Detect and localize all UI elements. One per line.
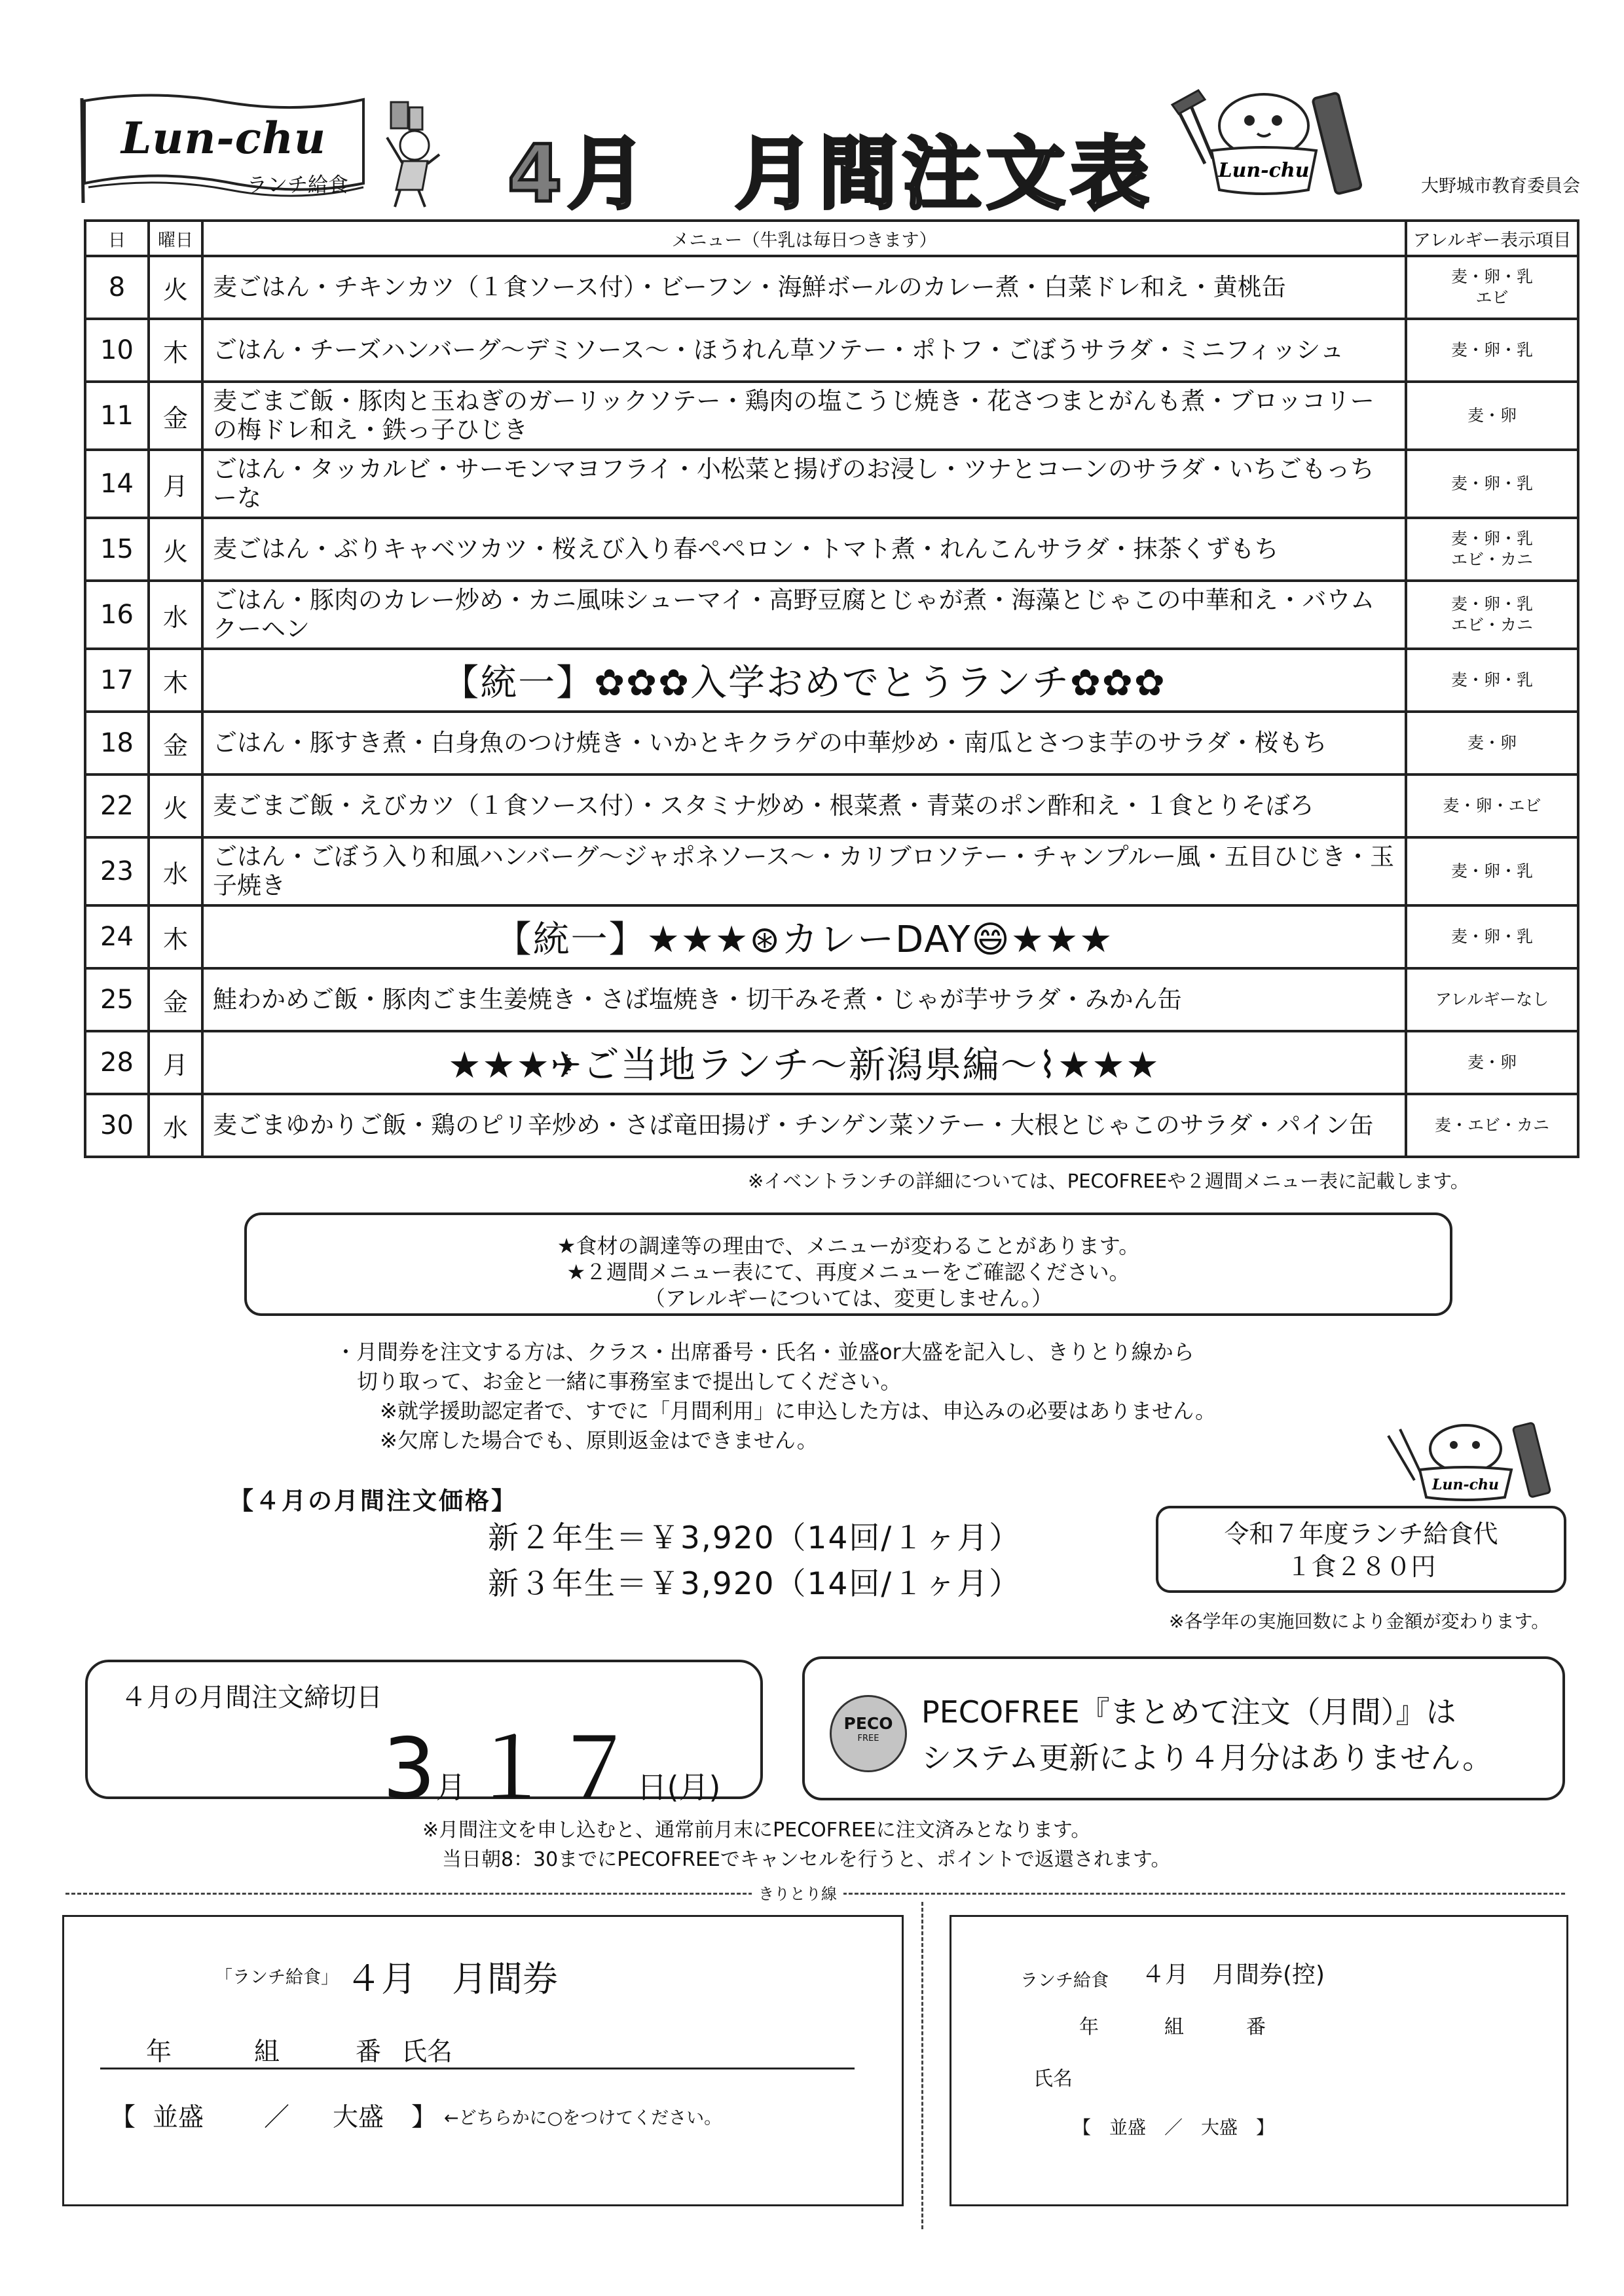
table-row <box>85 905 1578 968</box>
stub-title: ４月 月間券(控) <box>1141 1961 1325 1988</box>
stub-class-label: 組 <box>1164 2016 1184 2039</box>
menu-cell: ごはん・タッカルビ・サーモンマヨフライ・小松菜と揚げのお浸し・ツナとコーンのサラダ・いちごもっちーな <box>202 450 1406 518</box>
weekday-cell: 火 <box>149 774 202 837</box>
grade-price-note: ※各学年の実施回数により金額が変わります。 <box>1169 1611 1550 1632</box>
header-day: 日 <box>85 221 149 256</box>
header-menu: メニュー（牛乳は毎日つきます） <box>202 221 1406 256</box>
day-cell: 15 <box>85 518 149 581</box>
weekday-cell: 火 <box>149 518 202 581</box>
price-grade-2: 新２年生＝￥3,920（14回/１ヶ月） <box>488 1520 1022 1556</box>
choice-slash: ／ <box>264 2103 290 2132</box>
table-row <box>85 319 1578 382</box>
menu-cell: 麦ごまご飯・豚肉と玉ねぎのガーリックソテー・鶏肉の塩こうじ焼き・花さつまとがんも煮・ブロッコリーの梅ドレ和え・鉄っ子ひじき <box>202 382 1406 450</box>
deadline-title: ４月の月間注文締切日 <box>120 1683 382 1713</box>
menu-cell: ごはん・豚すき煮・白身魚のつけ焼き・いかとキクラゲの中華炒め・南瓜とさつま芋のサラダ・桜もち <box>202 712 1406 774</box>
pecofree-notice-box <box>802 1656 1565 1800</box>
lunch-fee-box <box>1156 1506 1566 1593</box>
event-menu-cell: 【統一】★★★⊛カレーDAY😄★★★ <box>202 905 1406 968</box>
event-menu-cell: ★★★✈ご当地ランチ～新潟県編～⌇★★★ <box>202 1031 1406 1094</box>
ticket-stub <box>950 1915 1568 2206</box>
header-allergy: アレルギー表示項目 <box>1406 221 1578 256</box>
weekday-cell: 月 <box>149 1031 202 1094</box>
event-menu-cell: 【統一】✿✿✿入学おめでとうランチ✿✿✿ <box>202 649 1406 712</box>
weekday-cell: 金 <box>149 712 202 774</box>
menu-cell: 鮭わかめご飯・豚肉ごま生姜焼き・さば塩焼き・切干みそ煮・じゃが芋サラダ・みかん缶 <box>202 968 1406 1031</box>
weekday-cell: 水 <box>149 1094 202 1157</box>
table-row <box>85 1031 1578 1094</box>
stub-year-label: 年 <box>1079 2016 1099 2039</box>
ticket-prefix: 「ランチ給食」 <box>215 1967 339 1988</box>
day-cell: 25 <box>85 968 149 1031</box>
cut-line-label: きりとり線 <box>752 1881 843 1904</box>
lunchu-mascot-icon <box>1159 85 1369 200</box>
menu-cell: 麦ごまご飯・えびカツ（１食ソース付）・スタミナ炒め・根菜煮・青菜のポン酢和え・１食とりそぼろ <box>202 774 1406 837</box>
lunchu-mascot-small-icon <box>1374 1417 1564 1503</box>
allergy-cell: 麦・卵・乳 <box>1406 649 1578 712</box>
day-cell: 10 <box>85 319 149 382</box>
order-instruction-line: ・月間券を注文する方は、クラス・出席番号・氏名・並盛or大盛を記入し、きりとり線から <box>335 1339 1194 1364</box>
allergy-cell: 麦・卵 <box>1406 1031 1578 1094</box>
monthly-menu-table <box>84 219 1579 1158</box>
choice-large[interactable]: 大盛 <box>333 2103 384 2132</box>
deadline-day-unit: 日(月) <box>637 1770 721 1805</box>
menu-table-body <box>85 256 1578 1157</box>
menu-cell: ごはん・ごぼう入り和風ハンバーグ～ジャポネソース～・カリブロソテー・チャンプルー風・五目ひじき・玉子焼き <box>202 837 1406 905</box>
allergy-cell: 麦・卵・乳 <box>1406 905 1578 968</box>
day-cell: 24 <box>85 905 149 968</box>
table-header-row <box>85 221 1578 256</box>
notice-line: ★２週間メニュー表にて、再度メニューをご確認ください。 <box>566 1260 1130 1285</box>
mascot-label: Lun-chu <box>1432 1476 1499 1493</box>
price-grade-3: 新３年生＝￥3,920（14回/１ヶ月） <box>488 1566 1022 1602</box>
notice-line: （アレルギーについては、変更しません。） <box>644 1286 1053 1311</box>
day-cell: 16 <box>85 581 149 649</box>
logo-subtitle: ランチ給食 <box>247 173 348 197</box>
stub-name-label: 氏名 <box>1033 2068 1073 2090</box>
day-cell: 23 <box>85 837 149 905</box>
pecofree-line-2: システム更新により４月分はありません。 <box>921 1740 1493 1776</box>
day-cell: 28 <box>85 1031 149 1094</box>
allergy-cell: 麦・卵・乳 <box>1406 450 1578 518</box>
weekday-cell: 金 <box>149 382 202 450</box>
page-title: 4月 月間注文表 <box>507 129 1154 220</box>
allergy-cell: 麦・エビ・カニ <box>1406 1094 1578 1157</box>
weekday-cell: 火 <box>149 256 202 319</box>
allergy-cell: 麦・卵・乳 エビ・カニ <box>1406 518 1578 581</box>
table-row <box>85 450 1578 518</box>
notice-line: ★食材の調達等の理由で、メニューが変わることがあります。 <box>557 1233 1140 1258</box>
stub-prefix: ランチ給食 <box>1020 1971 1109 1991</box>
choice-instruction: ←どちらかに○をつけてください。 <box>444 2108 722 2128</box>
pecofree-line-1: PECOFREE『まとめて注文（月間）』は <box>921 1694 1456 1730</box>
table-row <box>85 518 1578 581</box>
allergy-cell: アレルギーなし <box>1406 968 1578 1031</box>
table-row <box>85 256 1578 319</box>
table-row <box>85 968 1578 1031</box>
day-cell: 30 <box>85 1094 149 1157</box>
logo-text: Lun-chu <box>121 113 326 164</box>
allergy-cell: 麦・卵・乳 エビ・カニ <box>1406 581 1578 649</box>
ticket-class-label: 組 <box>254 2037 280 2067</box>
deadline-month: 3 <box>382 1721 436 1818</box>
ticket-number-label: 番 <box>356 2037 382 2067</box>
ticket-year-label: 年 <box>146 2037 172 2067</box>
menu-cell: 麦ごまゆかりご飯・鶏のピリ辛炒め・さば竜田揚げ・チンゲン菜ソテー・大根とじゃこのサラダ・パイン缶 <box>202 1094 1406 1157</box>
order-deadline-box <box>85 1660 763 1818</box>
weekday-cell: 金 <box>149 968 202 1031</box>
choice-regular[interactable]: 並盛 <box>153 2103 204 2132</box>
table-row <box>85 581 1578 649</box>
pecofree-order-note: ※月間注文を申し込むと、通常前月末にPECOFREEに注文済みとなります。 <box>422 1819 1091 1842</box>
child-character-icon <box>377 98 449 210</box>
deadline-date <box>382 1702 720 1822</box>
event-lunch-note: ※イベントランチの詳細については、PECOFREEや２週間メニュー表に記載します。 <box>748 1170 1469 1192</box>
menu-cell: ごはん・チーズハンバーグ～デミソース～・ほうれん草ソテー・ポトフ・ごぼうサラダ・ミニフィッシュ <box>202 319 1406 382</box>
deadline-day: １７ <box>469 1721 637 1818</box>
fee-per-meal: １食２８０円 <box>1286 1552 1436 1581</box>
table-row <box>85 382 1578 450</box>
menu-cell: 麦ごはん・チキンカツ（１食ソース付）・ビーフン・海鮮ボールのカレー煮・白菜ドレ和え・黄桃缶 <box>202 256 1406 319</box>
pecofree-logo-text: PECO <box>843 1714 893 1733</box>
ticket-name-label: 氏名 <box>401 2037 453 2067</box>
stub-number-label: 番 <box>1246 2016 1266 2039</box>
header-weekday: 曜日 <box>149 221 202 256</box>
fee-title: 令和７年度ランチ給食代 <box>1224 1520 1498 1548</box>
menu-cell: ごはん・豚肉のカレー炒め・カニ風味シューマイ・高野豆腐とじゃが煮・海藻とじゃこの中華和え・バウムクーヘン <box>202 581 1406 649</box>
table-row <box>85 649 1578 712</box>
allergy-cell: 麦・卵・乳 <box>1406 837 1578 905</box>
pecofree-logo-icon <box>830 1695 907 1772</box>
weekday-cell: 木 <box>149 319 202 382</box>
menu-change-notice <box>244 1212 1452 1316</box>
allergy-cell: 麦・卵 <box>1406 712 1578 774</box>
weekday-cell: 月 <box>149 450 202 518</box>
allergy-cell: 麦・卵・エビ <box>1406 774 1578 837</box>
order-instruction-line: 切り取って、お金と一緒に事務室まで提出してください。 <box>357 1369 902 1394</box>
lunchu-logo-banner <box>75 85 370 206</box>
pecofree-logo-sub: FREE <box>857 1734 879 1743</box>
price-heading: 【４月の月間注文価格】 <box>229 1487 517 1515</box>
weekday-cell: 木 <box>149 905 202 968</box>
stub-portion-choice: 【 並盛 ／ 大盛 】 <box>1073 2117 1275 2138</box>
choice-bracket-close: 】 <box>411 2103 437 2132</box>
no-refund-note: ※欠席した場合でも、原則返金はできません。 <box>380 1428 818 1453</box>
organization-name: 大野城市教育委員会 <box>1421 176 1580 196</box>
allergy-cell: 麦・卵・乳 <box>1406 319 1578 382</box>
day-cell: 14 <box>85 450 149 518</box>
monthly-ticket <box>62 1915 904 2206</box>
weekday-cell: 木 <box>149 649 202 712</box>
weekday-cell: 水 <box>149 581 202 649</box>
day-cell: 11 <box>85 382 149 450</box>
deadline-month-unit: 月 <box>435 1770 466 1805</box>
ticket-write-line <box>100 2068 855 2069</box>
mascot-label: Lun-chu <box>1218 159 1310 182</box>
menu-cell: 麦ごはん・ぶりキャベツカツ・桜えび入り春ペペロン・トマト煮・れんこんサラダ・抹茶くずもち <box>202 518 1406 581</box>
day-cell: 17 <box>85 649 149 712</box>
table-row <box>85 837 1578 905</box>
weekday-cell: 水 <box>149 837 202 905</box>
day-cell: 22 <box>85 774 149 837</box>
day-cell: 18 <box>85 712 149 774</box>
ticket-title: ４月 月間券 <box>346 1958 558 1999</box>
assistance-note: ※就学援助認定者で、すでに「月間利用」に申込した方は、申込みの必要はありません。 <box>380 1398 1217 1423</box>
table-row <box>85 1094 1578 1157</box>
allergy-cell: 麦・卵・乳 エビ <box>1406 256 1578 319</box>
choice-bracket-open: 【 <box>110 2103 136 2132</box>
day-cell: 8 <box>85 256 149 319</box>
allergy-cell: 麦・卵 <box>1406 382 1578 450</box>
table-row <box>85 712 1578 774</box>
cancel-note: 当日朝8：30までにPECOFREEでキャンセルを行うと、ポイントで返還されます。 <box>442 1848 1171 1871</box>
vertical-cut-line <box>921 1902 923 2229</box>
table-row <box>85 774 1578 837</box>
